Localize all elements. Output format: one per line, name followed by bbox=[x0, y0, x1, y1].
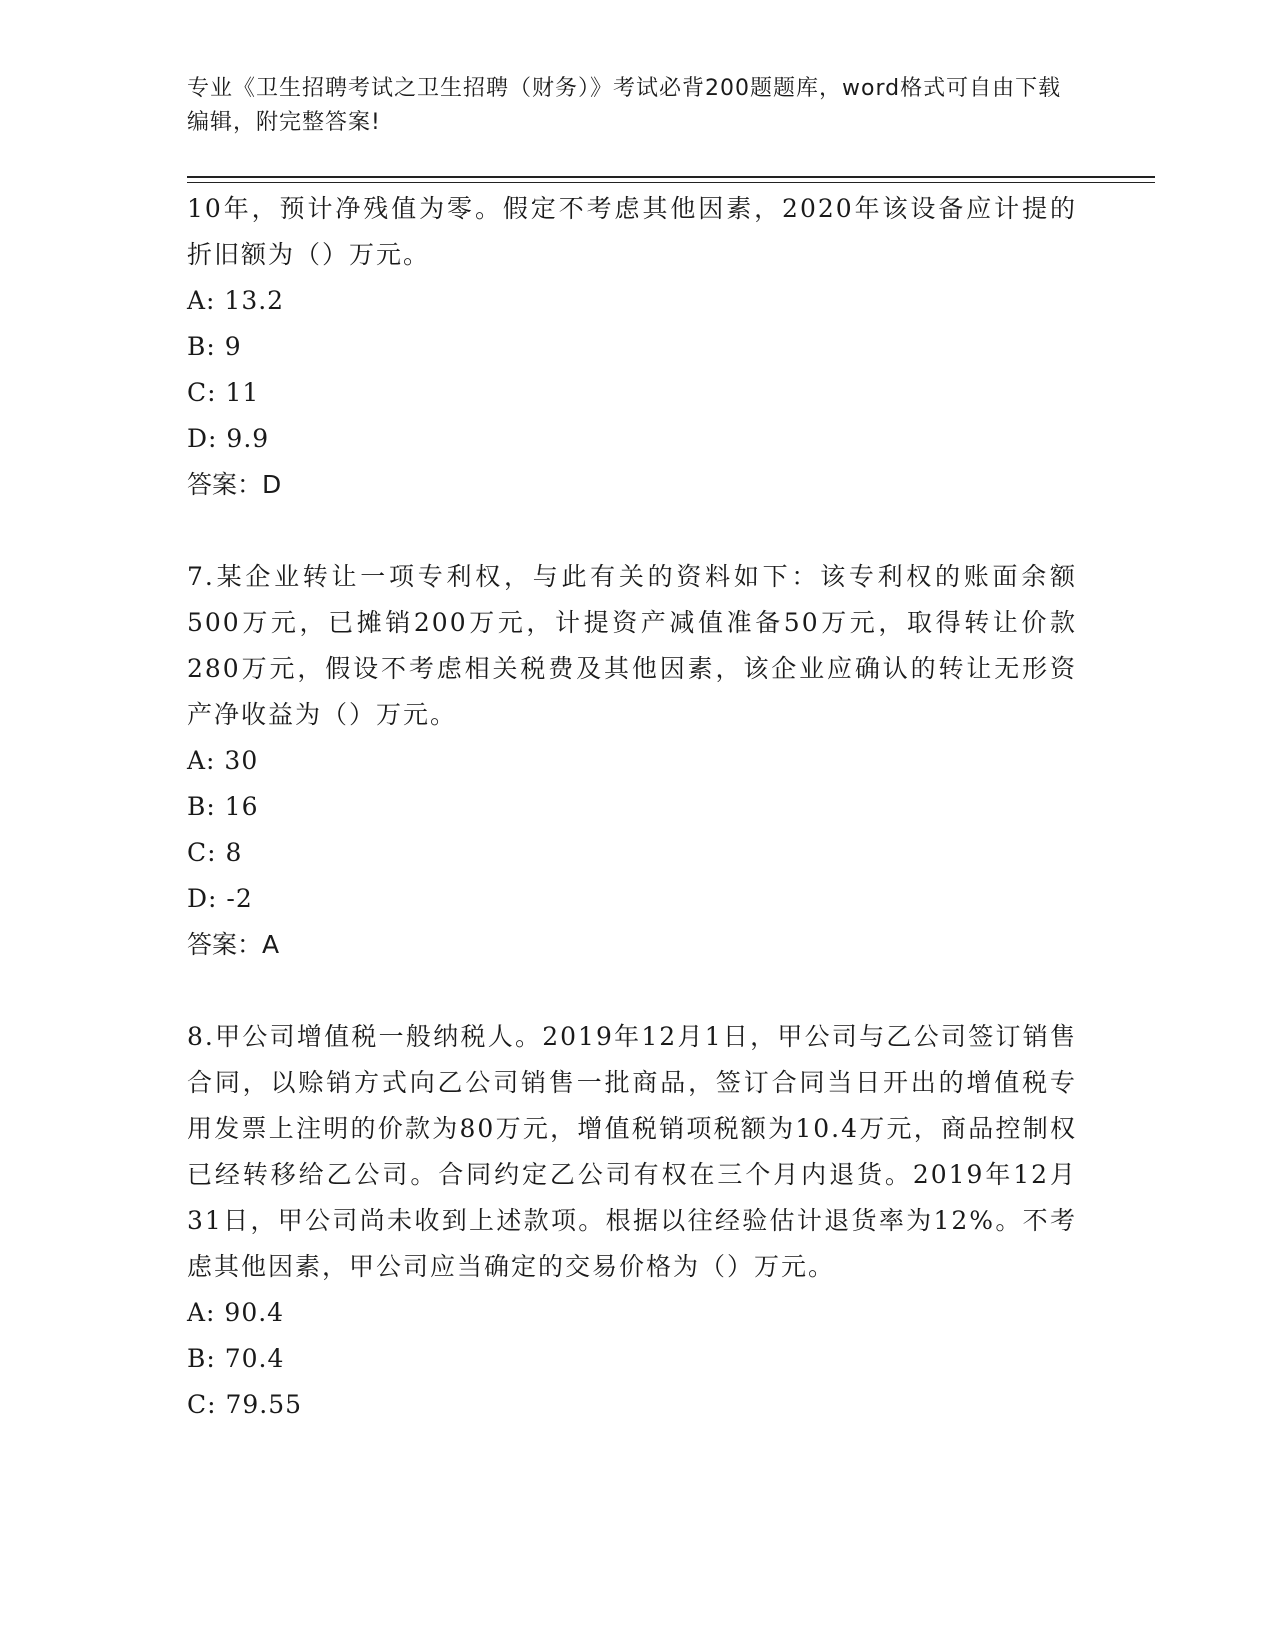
option-a: A: 30 bbox=[187, 746, 259, 775]
question-spacer bbox=[187, 508, 1077, 554]
option-d: D: -2 bbox=[187, 884, 253, 913]
question-block bbox=[187, 1014, 1077, 1428]
question-stem: 8.甲公司增值税一般纳税人。2019年12月1日，甲公司与乙公司签订销售合同，以赊销方式向乙公司销售一批商品，签订合同当日开出的增值税专用发票上注明的价款为80万元，增值税销项税额为10.4万元，商品控制权已经转移给乙公司。合同约定乙公司有权在三个月内退货。2019年12月31日，甲公司尚未收到上述款项。根据以往经验估计退货率为12%。不考虑其他因素，甲公司应当确定的交易价格为（）万元。 bbox=[187, 1022, 1077, 1281]
header-divider-thick bbox=[187, 176, 1155, 178]
document-header bbox=[187, 72, 1067, 140]
answer-line: 答案：A bbox=[187, 930, 280, 959]
answer-line: 答案：D bbox=[187, 470, 282, 499]
question-spacer bbox=[187, 968, 1077, 1014]
question-stem: 7.某企业转让一项专利权，与此有关的资料如下：该专利权的账面余额500万元，已摊销200万元，计提资产减值准备50万元，取得转让价款280万元，假设不考虑相关税费及其他因素，该企业应确认的转让无形资产净收益为（）万元。 bbox=[187, 562, 1077, 729]
option-a: A: 90.4 bbox=[187, 1298, 285, 1327]
option-b: B: 16 bbox=[187, 792, 259, 821]
option-c: C: 79.55 bbox=[187, 1390, 303, 1419]
question-block bbox=[187, 554, 1077, 968]
question-stem: 10年，预计净残值为零。假定不考虑其他因素，2020年该设备应计提的折旧额为（）万元。 bbox=[187, 194, 1077, 269]
document-body bbox=[187, 186, 1077, 1428]
question-block bbox=[187, 186, 1077, 508]
header-divider-thin bbox=[187, 182, 1155, 183]
option-c: C: 11 bbox=[187, 378, 260, 407]
option-b: B: 9 bbox=[187, 332, 242, 361]
option-c: C: 8 bbox=[187, 838, 243, 867]
option-b: B: 70.4 bbox=[187, 1344, 285, 1373]
option-d: D: 9.9 bbox=[187, 424, 270, 453]
header-text: 专业《卫生招聘考试之卫生招聘（财务）》考试必背200题题库，word格式可自由下载编辑，附完整答案! bbox=[187, 76, 1062, 135]
option-a: A: 13.2 bbox=[187, 286, 285, 315]
